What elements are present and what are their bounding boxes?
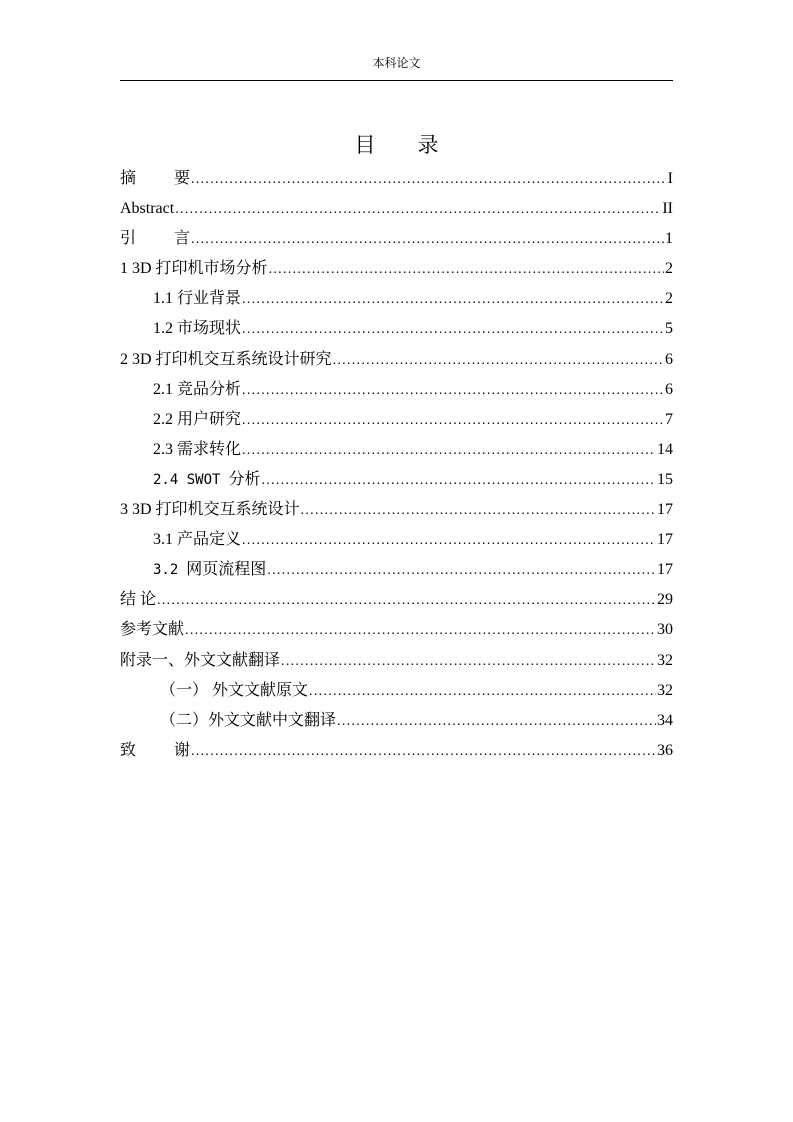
toc-entry-page: 7 (665, 410, 673, 428)
toc-entry-label: 1.1 行业背景 (153, 290, 242, 308)
leader-dots (333, 346, 664, 376)
toc-entry-label: 结 论 (120, 591, 157, 609)
toc-entry-page: 2 (665, 290, 673, 308)
toc-entry-section-2-4[interactable] (120, 465, 673, 495)
leader-dots (242, 526, 656, 556)
toc-entry-appendix-1-translation[interactable] (120, 706, 673, 736)
toc-entry-page: 32 (657, 681, 673, 699)
toc-entry-label: Abstract (120, 200, 175, 218)
toc-entry-section-3-1[interactable] (120, 525, 673, 555)
toc-entry-label: 2 3D 打印机交互系统设计研究 (120, 350, 332, 368)
toc-entry-page: 6 (665, 350, 673, 368)
toc-entry-section-3-2[interactable] (120, 555, 673, 585)
leader-dots (267, 556, 656, 586)
toc-entry-label: 2.4 SWOT 分析 (153, 470, 261, 488)
toc-title (120, 130, 673, 160)
toc-entry-page: 15 (657, 470, 673, 488)
toc-entry-label: 3.2 网页流程图 (153, 561, 267, 579)
toc-entry-acknowledgements[interactable] (120, 736, 673, 766)
leader-dots (269, 255, 664, 285)
toc-entry-references[interactable] (120, 615, 673, 645)
toc-entry-label: 2.1 竞品分析 (153, 380, 242, 398)
toc-entry-introduction[interactable] (120, 224, 673, 254)
toc-entry-page: 34 (657, 711, 673, 729)
toc-entry-label: 参考文献 (120, 621, 185, 639)
toc-entry-label: 3.1 产品定义 (153, 531, 242, 549)
toc-entry-appendix-1-original[interactable] (120, 676, 673, 706)
toc-entry-label: 致 谢 (120, 741, 191, 759)
toc-entry-page: 17 (657, 531, 673, 549)
toc-entry-label: 1.2 市场现状 (153, 320, 242, 338)
toc-entry-label: 2.2 用户研究 (153, 410, 242, 428)
leader-dots (175, 195, 661, 225)
toc-entry-chapter-2[interactable] (120, 345, 673, 375)
toc-entry-page: 5 (665, 320, 673, 338)
toc-entry-chapter-1[interactable] (120, 254, 673, 284)
toc-entry-chapter-3[interactable] (120, 495, 673, 525)
toc-entry-appendix-1[interactable] (120, 646, 673, 676)
toc-entry-label: 2.3 需求转化 (153, 440, 242, 458)
toc-entry-section-2-3[interactable] (120, 435, 673, 465)
toc-title-part-2: 录 (417, 133, 439, 157)
toc-entry-page: 14 (657, 440, 673, 458)
toc-title-part-1: 目 (354, 133, 376, 157)
toc-entry-abstract-cn[interactable] (120, 164, 673, 194)
leader-dots (191, 165, 667, 195)
leader-dots (242, 315, 664, 345)
table-of-contents (120, 164, 673, 766)
toc-entry-section-2-2[interactable] (120, 405, 673, 435)
toc-entry-label: 3 3D 打印机交互系统设计 (120, 501, 300, 519)
leader-dots (242, 285, 664, 315)
toc-entry-label: 摘 要 (120, 170, 191, 187)
toc-entry-page: 1 (665, 230, 673, 248)
leader-dots (157, 586, 656, 616)
toc-entry-page: 30 (657, 621, 673, 639)
toc-entry-page: 2 (665, 260, 673, 278)
toc-entry-page: I (667, 170, 673, 187)
leader-dots (242, 436, 656, 466)
toc-entry-page: 6 (665, 380, 673, 398)
toc-entry-page: 17 (657, 501, 673, 519)
toc-entry-label: （一） 外文文献原文 (160, 681, 309, 699)
header-rule (120, 80, 673, 81)
running-header: 本科论文 (372, 56, 421, 70)
toc-entry-page: II (662, 200, 673, 218)
toc-entry-page: 17 (657, 561, 673, 579)
leader-dots (281, 647, 656, 677)
toc-entry-page: 32 (657, 651, 673, 669)
toc-entry-conclusion[interactable] (120, 585, 673, 615)
leader-dots (337, 707, 656, 737)
leader-dots (191, 225, 664, 255)
toc-entry-section-2-1[interactable] (120, 375, 673, 405)
toc-entry-section-1-2[interactable] (120, 314, 673, 344)
leader-dots (242, 406, 664, 436)
leader-dots (185, 616, 656, 646)
leader-dots (242, 376, 664, 406)
leader-dots (301, 496, 656, 526)
leader-dots (309, 677, 656, 707)
toc-entry-page: 36 (657, 741, 673, 759)
toc-entry-page: 29 (657, 591, 673, 609)
toc-entry-section-1-1[interactable] (120, 284, 673, 314)
toc-entry-label: （二）外文文献中文翻译 (160, 711, 337, 729)
leader-dots (261, 466, 656, 496)
leader-dots (191, 737, 656, 767)
toc-entry-label: 引 言 (120, 230, 191, 248)
toc-entry-label: 1 3D 打印机市场分析 (120, 260, 268, 278)
toc-entry-label: 附录一、外文文献翻译 (120, 651, 281, 669)
toc-entry-abstract-en[interactable] (120, 194, 673, 224)
